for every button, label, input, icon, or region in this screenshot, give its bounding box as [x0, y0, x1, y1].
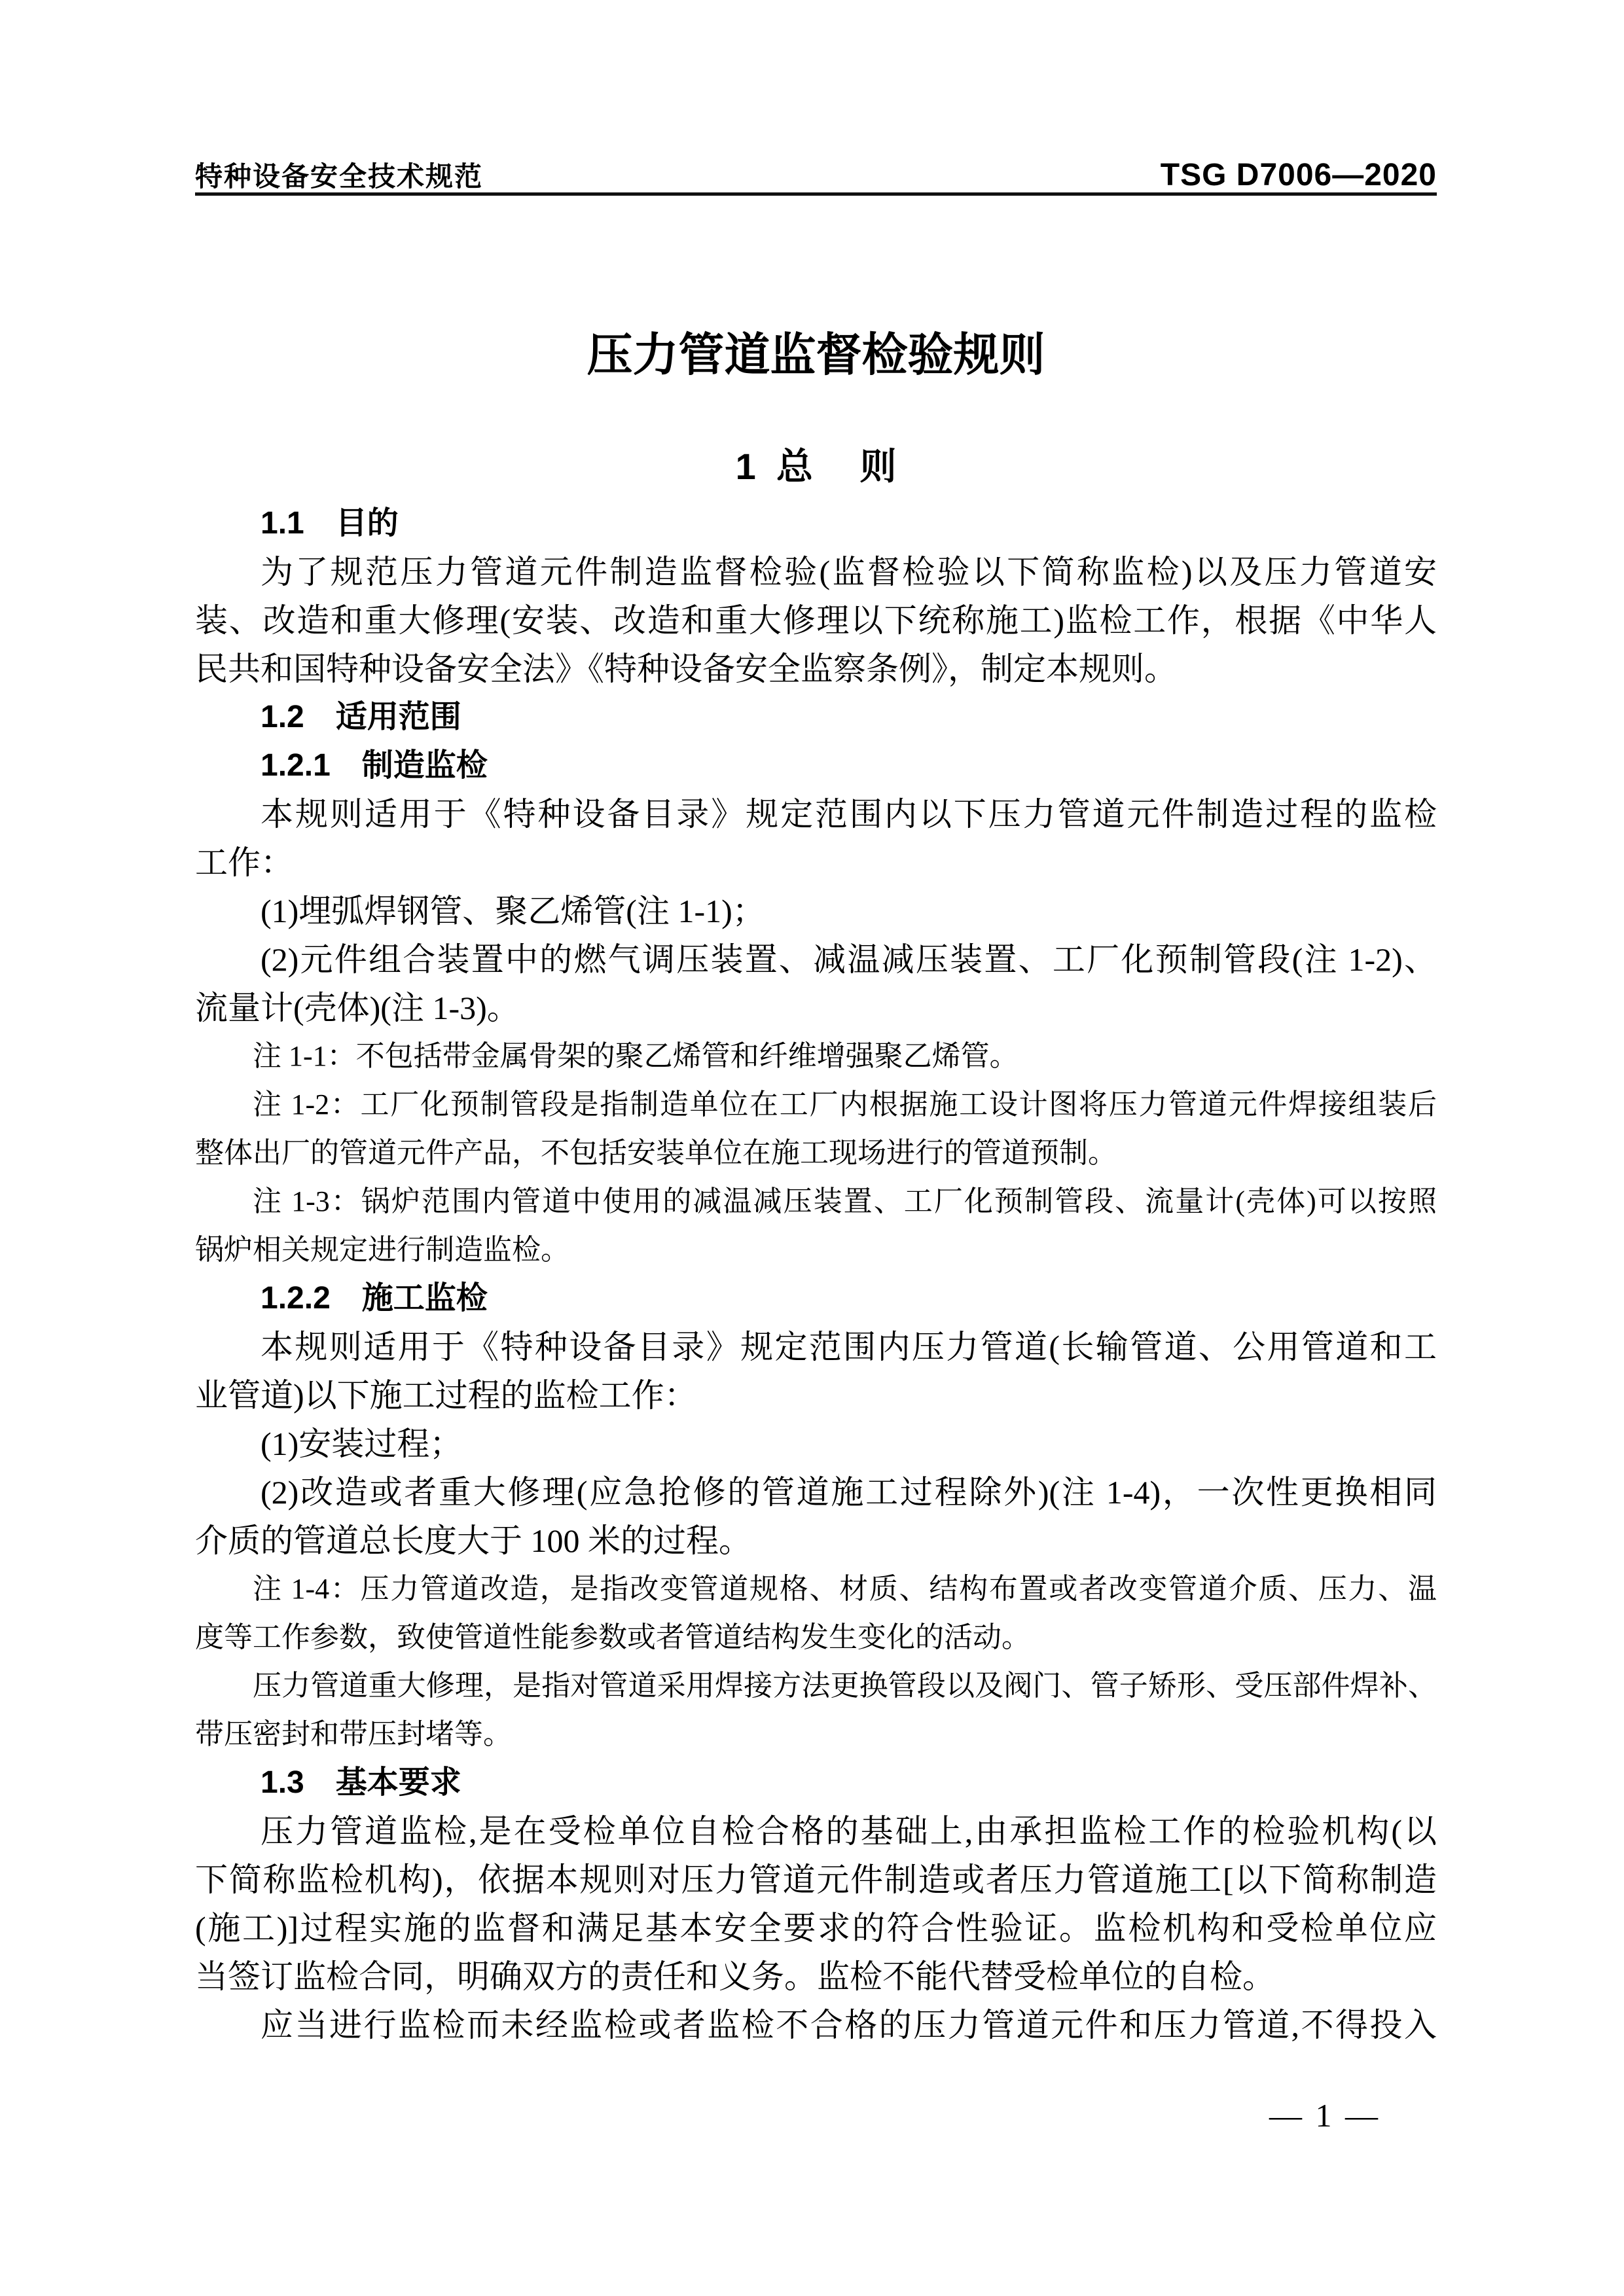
body-line: 装、改造和重大修理(安装、改造和重大修理以下统称施工)监检工作，根据《中华人 — [195, 602, 1437, 639]
section-heading: 1.1 目的 — [261, 506, 399, 541]
body-line: 应当进行监检而未经监检或者监检不合格的压力管道元件和压力管道,不得投入 — [261, 2007, 1437, 2043]
note-line: 锅炉相关规定进行制造监检。 — [195, 1234, 569, 1266]
chapter-1-heading: 1 总 则 — [735, 446, 897, 487]
note-line: 注 1-3：锅炉范围内管道中使用的减温减压装置、工厂化预制管段、流量计(壳体)可以按照 — [253, 1185, 1437, 1217]
document-body-lines — [195, 499, 1437, 2049]
body-line: (2)元件组合装置中的燃气调压装置、减温减压装置、工厂化预制管段(注 1-2)、 — [261, 941, 1437, 978]
body-line: 为了规范压力管道元件制造监督检验(监督检验以下简称监检)以及压力管道安 — [261, 554, 1437, 590]
body-line: (1)安装过程； — [261, 1426, 463, 1462]
body-line: 民共和国特种设备安全法》《特种设备安全监察条例》，制定本规则。 — [195, 651, 1177, 687]
body-line: (2)改造或者重大修理(应急抢修的管道施工过程除外)(注 1-4)，一次性更换相同 — [261, 1474, 1437, 1511]
note-line: 注 1-1：不包括带金属骨架的聚乙烯管和纤维增强聚乙烯管。 — [253, 1040, 1019, 1072]
body-line: (施工)]过程实施的监督和满足基本安全要求的符合性验证。监检机构和受检单位应 — [195, 1910, 1437, 1946]
section-heading: 1.2.2 施工监检 — [261, 1281, 488, 1316]
note-line: 注 1-2：工厂化预制管段是指制造单位在工厂内根据施工设计图将压力管道元件焊接组装后 — [253, 1088, 1437, 1121]
body-line: 业管道)以下施工过程的监检工作： — [195, 1377, 697, 1414]
body-line: 当签订监检合同，明确双方的责任和义务。监检不能代替受检单位的自检。 — [195, 1958, 1275, 1995]
section-heading: 1.3 基本要求 — [261, 1765, 461, 1800]
section-heading: 1.2.1 制造监检 — [261, 748, 488, 783]
note-line: 注 1-4：压力管道改造，是指改变管道规格、材质、结构布置或者改变管道介质、压力、温 — [253, 1573, 1437, 1605]
section-heading: 1.2 适用范围 — [261, 700, 461, 734]
document-content — [195, 331, 1437, 2049]
body-line: 流量计(壳体)(注 1-3)。 — [195, 990, 520, 1026]
note-line: 带压密封和带压封堵等。 — [195, 1718, 512, 1750]
body-line: 压力管道监检,是在受检单位自检合格的基础上,由承担监检工作的检验机构(以 — [261, 1813, 1437, 1850]
note-line: 度等工作参数，致使管道性能参数或者管道结构发生变化的活动。 — [195, 1621, 1030, 1653]
body-line: 本规则适用于《特种设备目录》规定范围内压力管道(长输管道、公用管道和工 — [261, 1329, 1437, 1365]
running-header — [195, 156, 1437, 194]
body-line: 介质的管道总长度大于 100 米的过程。 — [195, 1522, 751, 1559]
note-line: 压力管道重大修理，是指对管道采用焊接方法更换管段以及阀门、管子矫形、受压部件焊补、 — [253, 1670, 1437, 1702]
header-document-code: TSG D7006—2020 — [1160, 157, 1437, 192]
header-standard-category: 特种设备安全技术规范 — [195, 161, 484, 192]
page-number: — 1 — — [1269, 2097, 1380, 2134]
body-line: 本规则适用于《特种设备目录》规定范围内以下压力管道元件制造过程的监检 — [261, 796, 1437, 833]
note-line: 整体出厂的管道元件产品，不包括安装单位在施工现场进行的管道预制。 — [195, 1137, 1117, 1169]
body-line: 工作： — [195, 844, 293, 881]
header-rule-divider — [195, 192, 1437, 196]
body-line: 下简称监检机构)，依据本规则对压力管道元件制造或者压力管道施工[以下简称制造 — [195, 1861, 1437, 1898]
body-line: (1)埋弧焊钢管、聚乙烯管(注 1-1)； — [261, 893, 765, 929]
document-title: 压力管道监督检验规则 — [586, 329, 1045, 380]
